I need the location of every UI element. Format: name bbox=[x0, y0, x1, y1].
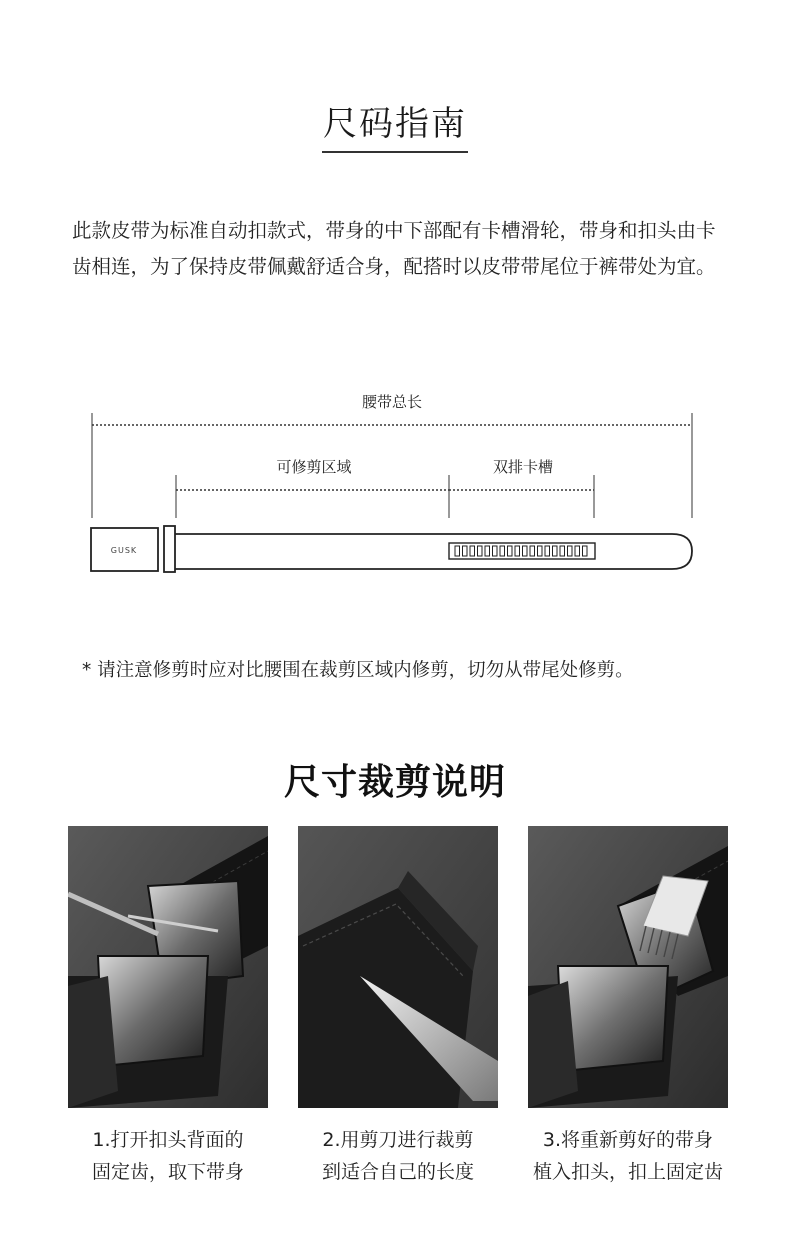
double-slot-label: 双排卡槽 bbox=[492, 458, 554, 476]
buckle-clip bbox=[164, 526, 175, 572]
step3-caption-line2: 植入扣头，扣上固定齿 bbox=[532, 1161, 723, 1183]
step1-photo bbox=[68, 826, 268, 1108]
trim-zone-label: 可修剪区域 bbox=[276, 458, 352, 476]
size-guide-title: 尺码指南 bbox=[323, 104, 467, 144]
trim-note: * 请注意修剪时应对比腰围在裁剪区域内修剪，切勿从带尾处修剪。 bbox=[82, 660, 634, 681]
belt-diagram-svg bbox=[0, 380, 790, 600]
buckle-brand-text: GUSK bbox=[110, 546, 138, 555]
step3-caption bbox=[513, 1124, 743, 1188]
belt-measurement-diagram bbox=[0, 380, 790, 600]
step3-photo bbox=[528, 826, 728, 1108]
step2-photo bbox=[298, 826, 498, 1108]
step2-caption-line2: 到适合自己的长度 bbox=[321, 1161, 474, 1183]
intro-paragraph: 此款皮带为标准自动扣款式，带身的中下部配有卡槽滑轮，带身和扣头由卡齿相连，为了保持皮带佩戴舒适合身，配搭时以皮带带尾位于裤带处为宜。 bbox=[72, 219, 716, 278]
step2-caption bbox=[283, 1124, 513, 1188]
step1-caption-line1: 1.打开扣头背面的 bbox=[92, 1129, 244, 1151]
cutting-instructions-title: 尺寸裁剪说明 bbox=[283, 762, 506, 803]
total-length-label: 腰带总长 bbox=[361, 393, 423, 411]
step1-caption-line2: 固定齿，取下带身 bbox=[91, 1161, 244, 1183]
title-underline bbox=[322, 151, 468, 153]
step1-caption bbox=[53, 1124, 283, 1188]
belt-strap bbox=[172, 534, 692, 569]
step2-caption-line1: 2.用剪刀进行裁剪 bbox=[322, 1129, 474, 1151]
step3-caption-line1: 3.将重新剪好的带身 bbox=[542, 1129, 714, 1151]
